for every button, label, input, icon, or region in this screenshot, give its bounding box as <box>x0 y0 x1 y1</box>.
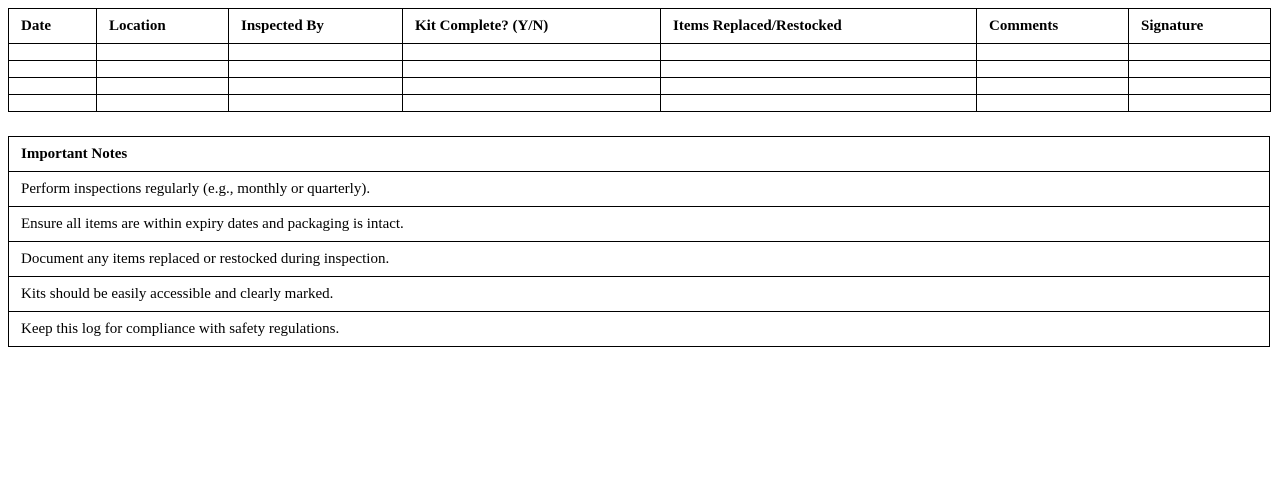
table-cell[interactable] <box>1129 61 1271 78</box>
table-row <box>9 44 1271 61</box>
table-cell[interactable] <box>229 95 403 112</box>
table-cell[interactable] <box>661 95 977 112</box>
table-cell[interactable] <box>229 44 403 61</box>
table-cell[interactable] <box>977 95 1129 112</box>
note-row <box>9 172 1270 207</box>
column-header-kit-complete: Kit Complete? (Y/N) <box>403 9 661 44</box>
table-row <box>9 95 1271 112</box>
table-cell[interactable] <box>9 44 97 61</box>
note-row <box>9 312 1270 347</box>
table-cell[interactable] <box>1129 95 1271 112</box>
notes-header-row <box>9 137 1270 172</box>
table-row <box>9 61 1271 78</box>
inspection-log-table <box>8 8 1271 112</box>
table-cell[interactable] <box>661 44 977 61</box>
table-cell[interactable] <box>403 61 661 78</box>
table-cell[interactable] <box>97 44 229 61</box>
note-text: Kits should be easily accessible and clearly marked. <box>9 277 1270 312</box>
note-text: Perform inspections regularly (e.g., monthly or quarterly). <box>9 172 1270 207</box>
table-cell[interactable] <box>403 78 661 95</box>
table-cell[interactable] <box>229 78 403 95</box>
table-cell[interactable] <box>403 44 661 61</box>
table-cell[interactable] <box>9 78 97 95</box>
table-cell[interactable] <box>97 95 229 112</box>
column-header-date: Date <box>9 9 97 44</box>
notes-title: Important Notes <box>9 137 1270 172</box>
table-header-row <box>9 9 1271 44</box>
note-row <box>9 207 1270 242</box>
column-header-comments: Comments <box>977 9 1129 44</box>
note-row <box>9 242 1270 277</box>
table-cell[interactable] <box>229 61 403 78</box>
table-cell[interactable] <box>9 61 97 78</box>
table-cell[interactable] <box>661 78 977 95</box>
table-cell[interactable] <box>9 95 97 112</box>
table-cell[interactable] <box>977 78 1129 95</box>
note-text: Keep this log for compliance with safety regulations. <box>9 312 1270 347</box>
important-notes-table <box>8 136 1270 347</box>
note-row <box>9 277 1270 312</box>
column-header-location: Location <box>97 9 229 44</box>
note-text: Ensure all items are within expiry dates and packaging is intact. <box>9 207 1270 242</box>
table-cell[interactable] <box>403 95 661 112</box>
table-cell[interactable] <box>97 61 229 78</box>
table-cell[interactable] <box>661 61 977 78</box>
column-header-signature: Signature <box>1129 9 1271 44</box>
table-cell[interactable] <box>977 44 1129 61</box>
column-header-inspected-by: Inspected By <box>229 9 403 44</box>
table-cell[interactable] <box>1129 78 1271 95</box>
table-row <box>9 78 1271 95</box>
table-cell[interactable] <box>1129 44 1271 61</box>
note-text: Document any items replaced or restocked during inspection. <box>9 242 1270 277</box>
column-header-items-replaced: Items Replaced/Restocked <box>661 9 977 44</box>
table-cell[interactable] <box>97 78 229 95</box>
table-cell[interactable] <box>977 61 1129 78</box>
